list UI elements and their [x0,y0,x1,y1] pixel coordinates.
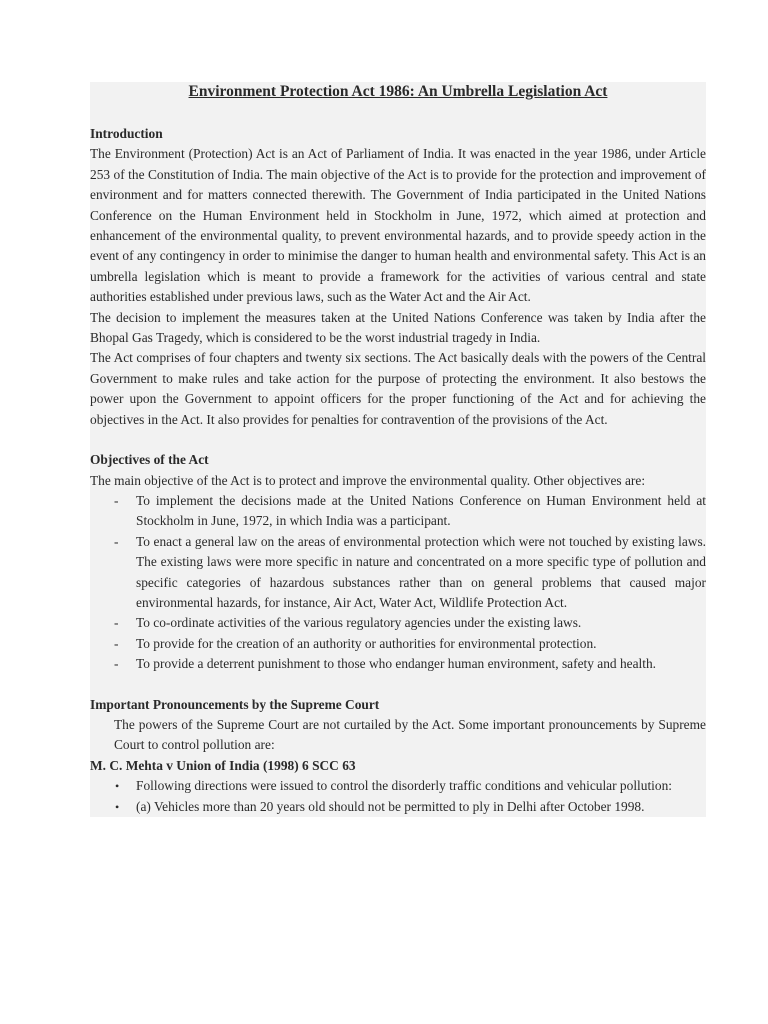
introduction-heading: Introduction [90,126,163,141]
objective-text: To provide for the creation of an authority or authorities for environmental protection. [136,635,597,651]
objectives-list [90,491,706,675]
dot-bullet-icon: • [115,779,120,794]
list-item [90,491,706,532]
list-item [90,634,706,654]
introduction-paragraph-2: The decision to implement the measures taken at the United Nations Conference was taken by India after the Bhopal Gas Tragedy, which is considered to be the worst industrial tragedy in India. [90,309,706,346]
direction-text: (a) Vehicles more than 20 years old should not be permitted to ply in Delhi after October 1998. [136,798,645,814]
document-title: Environment Protection Act 1986: An Umbrella Legislation Act [188,83,608,100]
objective-text: To provide a deterrent punishment to those who endanger human environment, safety and health. [136,656,657,672]
objective-text: To enact a general law on the areas of environmental protection which were not touched by existing laws. The existing laws were more specific in nature and concentrated on a more specific type of pollution and specific categories of hazardous substances rather than on general problems that caused major environmental hazards, for instance, Air Act, Water Act, Wildlife Protection Act. [136,533,706,610]
dash-bullet-icon: - [114,656,119,672]
pronouncements-heading: Important Pronouncements by the Supreme Court [90,696,380,712]
introduction-paragraph-1: The Environment (Protection) Act is an Act of Parliament of India. It was enacted in the year 1986, under Article 253 of the Constitution of India. The main objective of the Act is to provide for the protection and improvement of environment and for matters connected therewith. The Government of India participated in the United Nations Conference on the Human Environment held in Stockholm in June, 1972, which aimed at protection and enhancement of the environmental quality, to prevent environmental hazards, and to provide speedy action in the event of any contingency in order to minimise the danger to human health and environmental safety. This Act is an umbrella legislation which is meant to provide a framework for the activities of various central and state authorities established under previous laws, such as the Water Act and the Air Act. [90,146,706,305]
pronouncements-intro: The powers of the Supreme Court are not curtailed by the Act. Some important pronouncements by Supreme Court to control pollution are: [114,716,706,753]
direction-text: Following directions were issued to control the disorderly traffic conditions and vehicular pollution: [136,778,673,794]
document-page [90,82,706,817]
list-item [90,776,706,796]
objective-text: To implement the decisions made at the United Nations Conference on Human Environment held at Stockholm in June, 1972, in which India was a participant. [136,492,706,529]
objective-text: To co-ordinate activities of the various regulatory agencies under the existing laws. [136,615,582,631]
list-item [90,654,706,674]
introduction-paragraph-3: The Act comprises of four chapters and twenty six sections. The Act basically deals with the powers of the Central Government to make rules and take action for the purpose of protecting the environment. It also bestows the power upon the Government to appoint officers for the proper functioning of the Act and for achieving the objectives in the Act. It also provides for penalties for contravention of the provisions of the Act. [90,350,706,427]
dash-bullet-icon: - [114,635,119,651]
objectives-intro: The main objective of the Act is to protect and improve the environmental quality. Other objectives are: [90,472,646,488]
case-directions-list [90,776,706,817]
objectives-heading: Objectives of the Act [90,452,209,468]
list-item [90,613,706,633]
dot-bullet-icon: • [115,799,120,814]
dash-bullet-icon: - [114,615,119,631]
case-title: M. C. Mehta v Union of India (1998) 6 SCC 63 [90,757,356,773]
dash-bullet-icon: - [114,492,119,508]
dash-bullet-icon: - [114,533,119,549]
list-item [90,532,706,614]
list-item [90,797,706,817]
